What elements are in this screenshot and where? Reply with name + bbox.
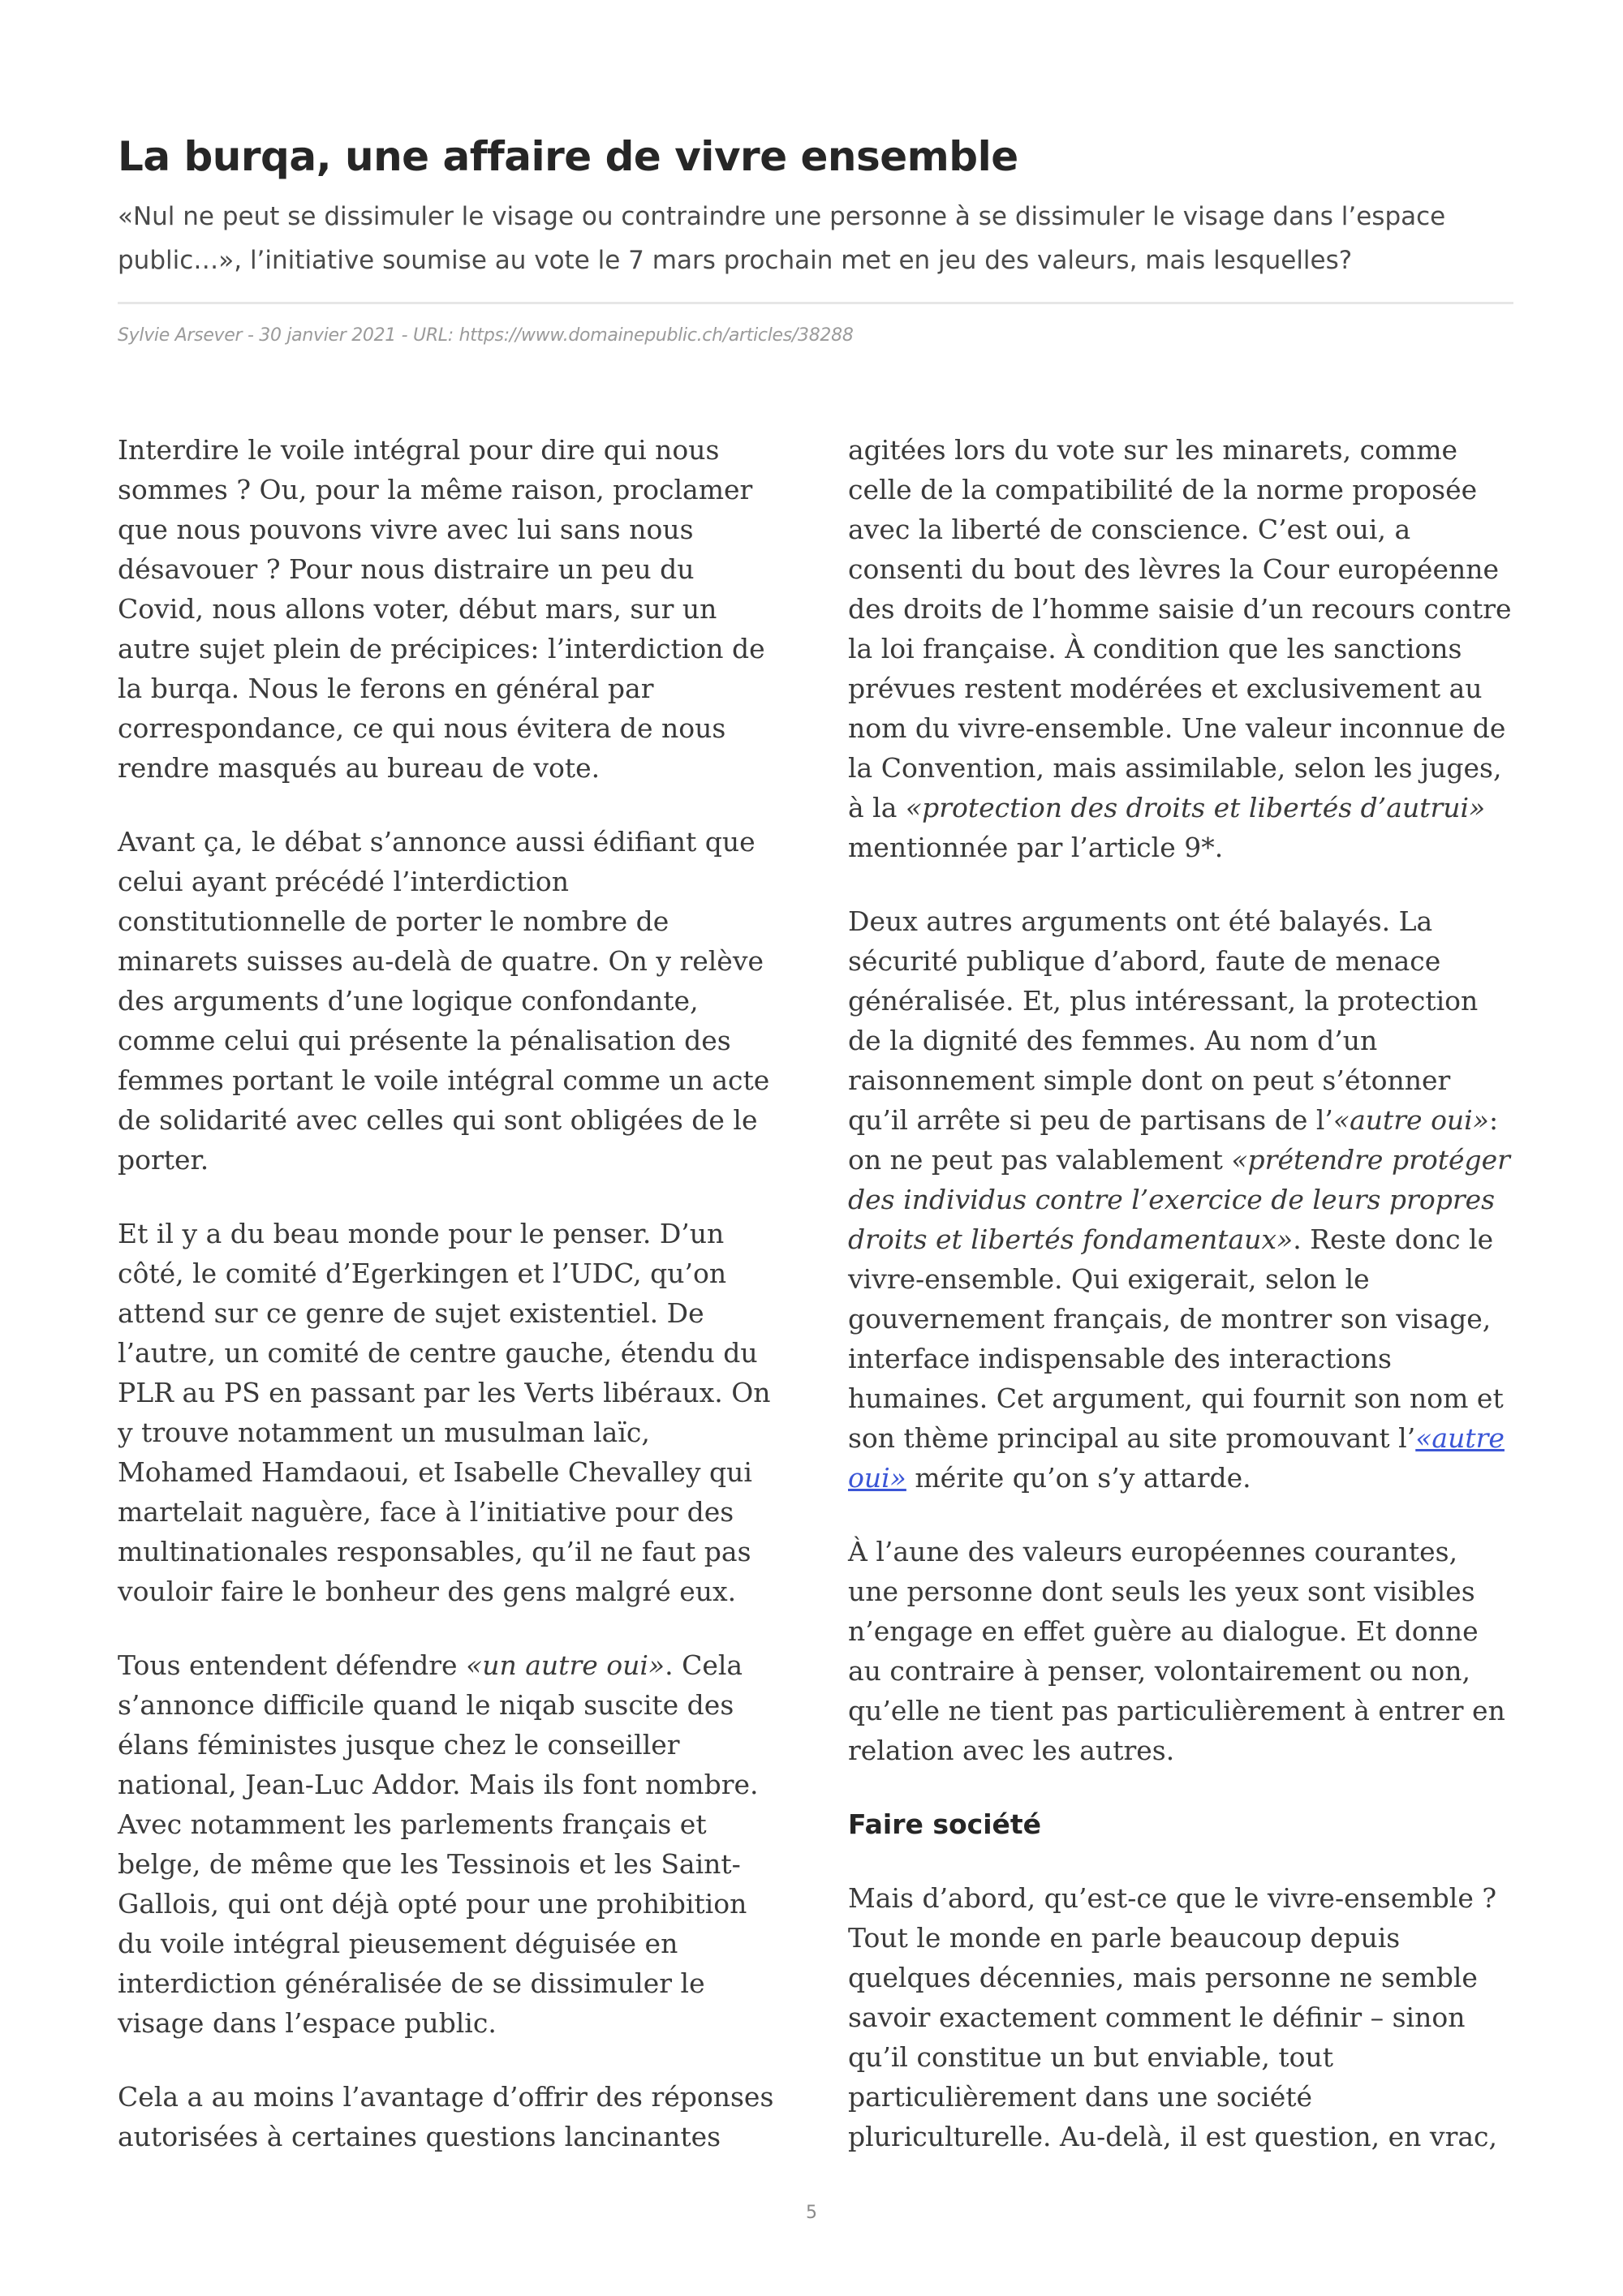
section-heading: Faire société	[848, 1808, 1042, 1840]
paragraph: Avant ça, le débat s’annonce aussi édifiant que celui ayant précédé l’interdiction constitutionnelle de porter le nombre de minarets suisses au-delà de quatre. On y relève des arguments d’une logique confondante, comme celui qui présente la pénalisation des femmes portant le voile intégral comme un acte de solidarité avec celles qui sont obligées de le porter.	[118, 826, 770, 1176]
quote-emphasis: «protection des droits et libertés d’autrui»	[905, 792, 1486, 823]
paragraph: Interdire le voile intégral pour dire qui nous sommes ? Ou, pour la même raison, proclamer que nous pouvons vivre avec lui sans nous désavouer ? Pour nous distraire un peu du Covid, nous allons voter, début mars, sur un autre sujet plein de précipices: l’interdiction de la burqa. Nous le ferons en général par correspondance, ce qui nous évitera de nous rendre masqués au bureau de vote.	[118, 434, 765, 784]
autre-oui-link[interactable]: «autre oui»	[848, 1422, 1505, 1494]
paragraph	[118, 1645, 783, 2043]
right-column	[848, 430, 1513, 2156]
page-number: 5	[806, 2203, 817, 2223]
quote-emphasis: «un autre oui»	[466, 1649, 665, 1681]
paragraph: Mais d’abord, qu’est-ce que le vivre-ensemble ? Tout le monde en parle beaucoup depuis quelques décennies, mais personne ne semble savoir exactement comment le définir – sinon qu’il constitue un but enviable, tout particulièrement dans une société pluriculturelle. Au-delà, il est question, en vrac,	[848, 1882, 1497, 2152]
article-body	[118, 430, 1513, 2156]
text-run: mentionnée par l’article 9*.	[848, 832, 1224, 863]
paragraph	[848, 430, 1513, 867]
text-run: Deux autres arguments ont été balayés. La sécurité publique d’abord, faute de menace généralisée. Et, plus intéressant, la protection de la dignité des femmes. Au nom d’un raisonnement simple dont on peut s’étonner qu’il arrête si peu de partisans de l’	[848, 905, 1479, 1136]
text-run: Tous entendent défendre	[118, 1649, 467, 1681]
article-header	[118, 130, 1513, 346]
quote-emphasis: «prétendre protéger des individus contre l’exercice de leurs propres droits et libertés fondamentaux»	[848, 1144, 1510, 1255]
text-run: mérite qu’on s’y attarde.	[906, 1462, 1251, 1494]
left-column	[118, 430, 783, 2156]
header-divider	[118, 302, 1513, 304]
text-run: : on ne peut pas valablement	[848, 1104, 1499, 1176]
paragraph: Et il y a du beau monde pour le penser. D’un côté, le comité d’Egerkingen et l’UDC, qu’on attend sur ce genre de sujet existentiel. De l’autre, un comité de centre gauche, étendu du PLR au PS en passant par les Verts libéraux. On y trouve notamment un musulman laïc, Mohamed Hamdaoui, et Isabelle Chevalley qui martelait naguère, face à l’initiative pour des multinationales responsables, qu’il ne faut pas vouloir faire le bonheur des gens malgré eux.	[118, 1218, 771, 1607]
paragraph	[848, 901, 1513, 1498]
text-run: . Reste donc le vivre-ensemble. Qui exigerait, selon le gouvernement français, de montrer son visage, interface indispensable des interactions humaines. Cet argument, qui fournit son nom et son thème principal au site promouvant l’	[848, 1223, 1504, 1454]
text-run: agitées lors du vote sur les minarets, comme celle de la compatibilité de la norme proposée avec la liberté de conscience. C’est oui, a consenti du bout des lèvres la Cour européenne des droits de l’homme saisie d’un recours contre la loi française. À condition que les sanctions prévues restent modérées et exclusivement au nom du vivre-ensemble. Une valeur inconnue de la Convention, mais assimilable, selon les juges, à la	[848, 434, 1512, 823]
paragraph: Cela a au moins l’avantage d’offrir des réponses autorisées à certaines questions lancinantes	[118, 2081, 774, 2152]
article-title: La burqa, une affaire de vivre ensemble	[118, 133, 1018, 180]
article-subtitle: «Nul ne peut se dissimuler le visage ou contraindre une personne à se dissimuler le visage dans l’espace public…», l’initiative soumise au vote le 7 mars prochain met en jeu des valeurs, mais lesquelles?	[118, 202, 1446, 275]
text-run: . Cela s’annonce difficile quand le niqab suscite des élans féministes jusque chez le conseiller national, Jean-Luc Addor. Mais ils font nombre. Avec notamment les parlements français et belge, de même que les Tessinois et les Saint-Gallois, qui ont déjà opté pour une prohibition du voile intégral pieusement déguisée en interdiction généralisée de se dissimuler le visage dans l’espace public.	[118, 1649, 759, 2039]
paragraph: À l’aune des valeurs européennes courantes, une personne dont seuls les yeux sont visibles n’engage en effet guère au dialogue. Et donne au contraire à penser, volontairement ou non, qu’elle ne tient pas particulièrement à entrer en relation avec les autres.	[848, 1536, 1505, 1766]
article-byline: Sylvie Arsever - 30 janvier 2021 - URL: https://www.domainepublic.ch/articles/38288	[118, 325, 854, 346]
quote-emphasis: «autre oui»	[1332, 1104, 1489, 1136]
